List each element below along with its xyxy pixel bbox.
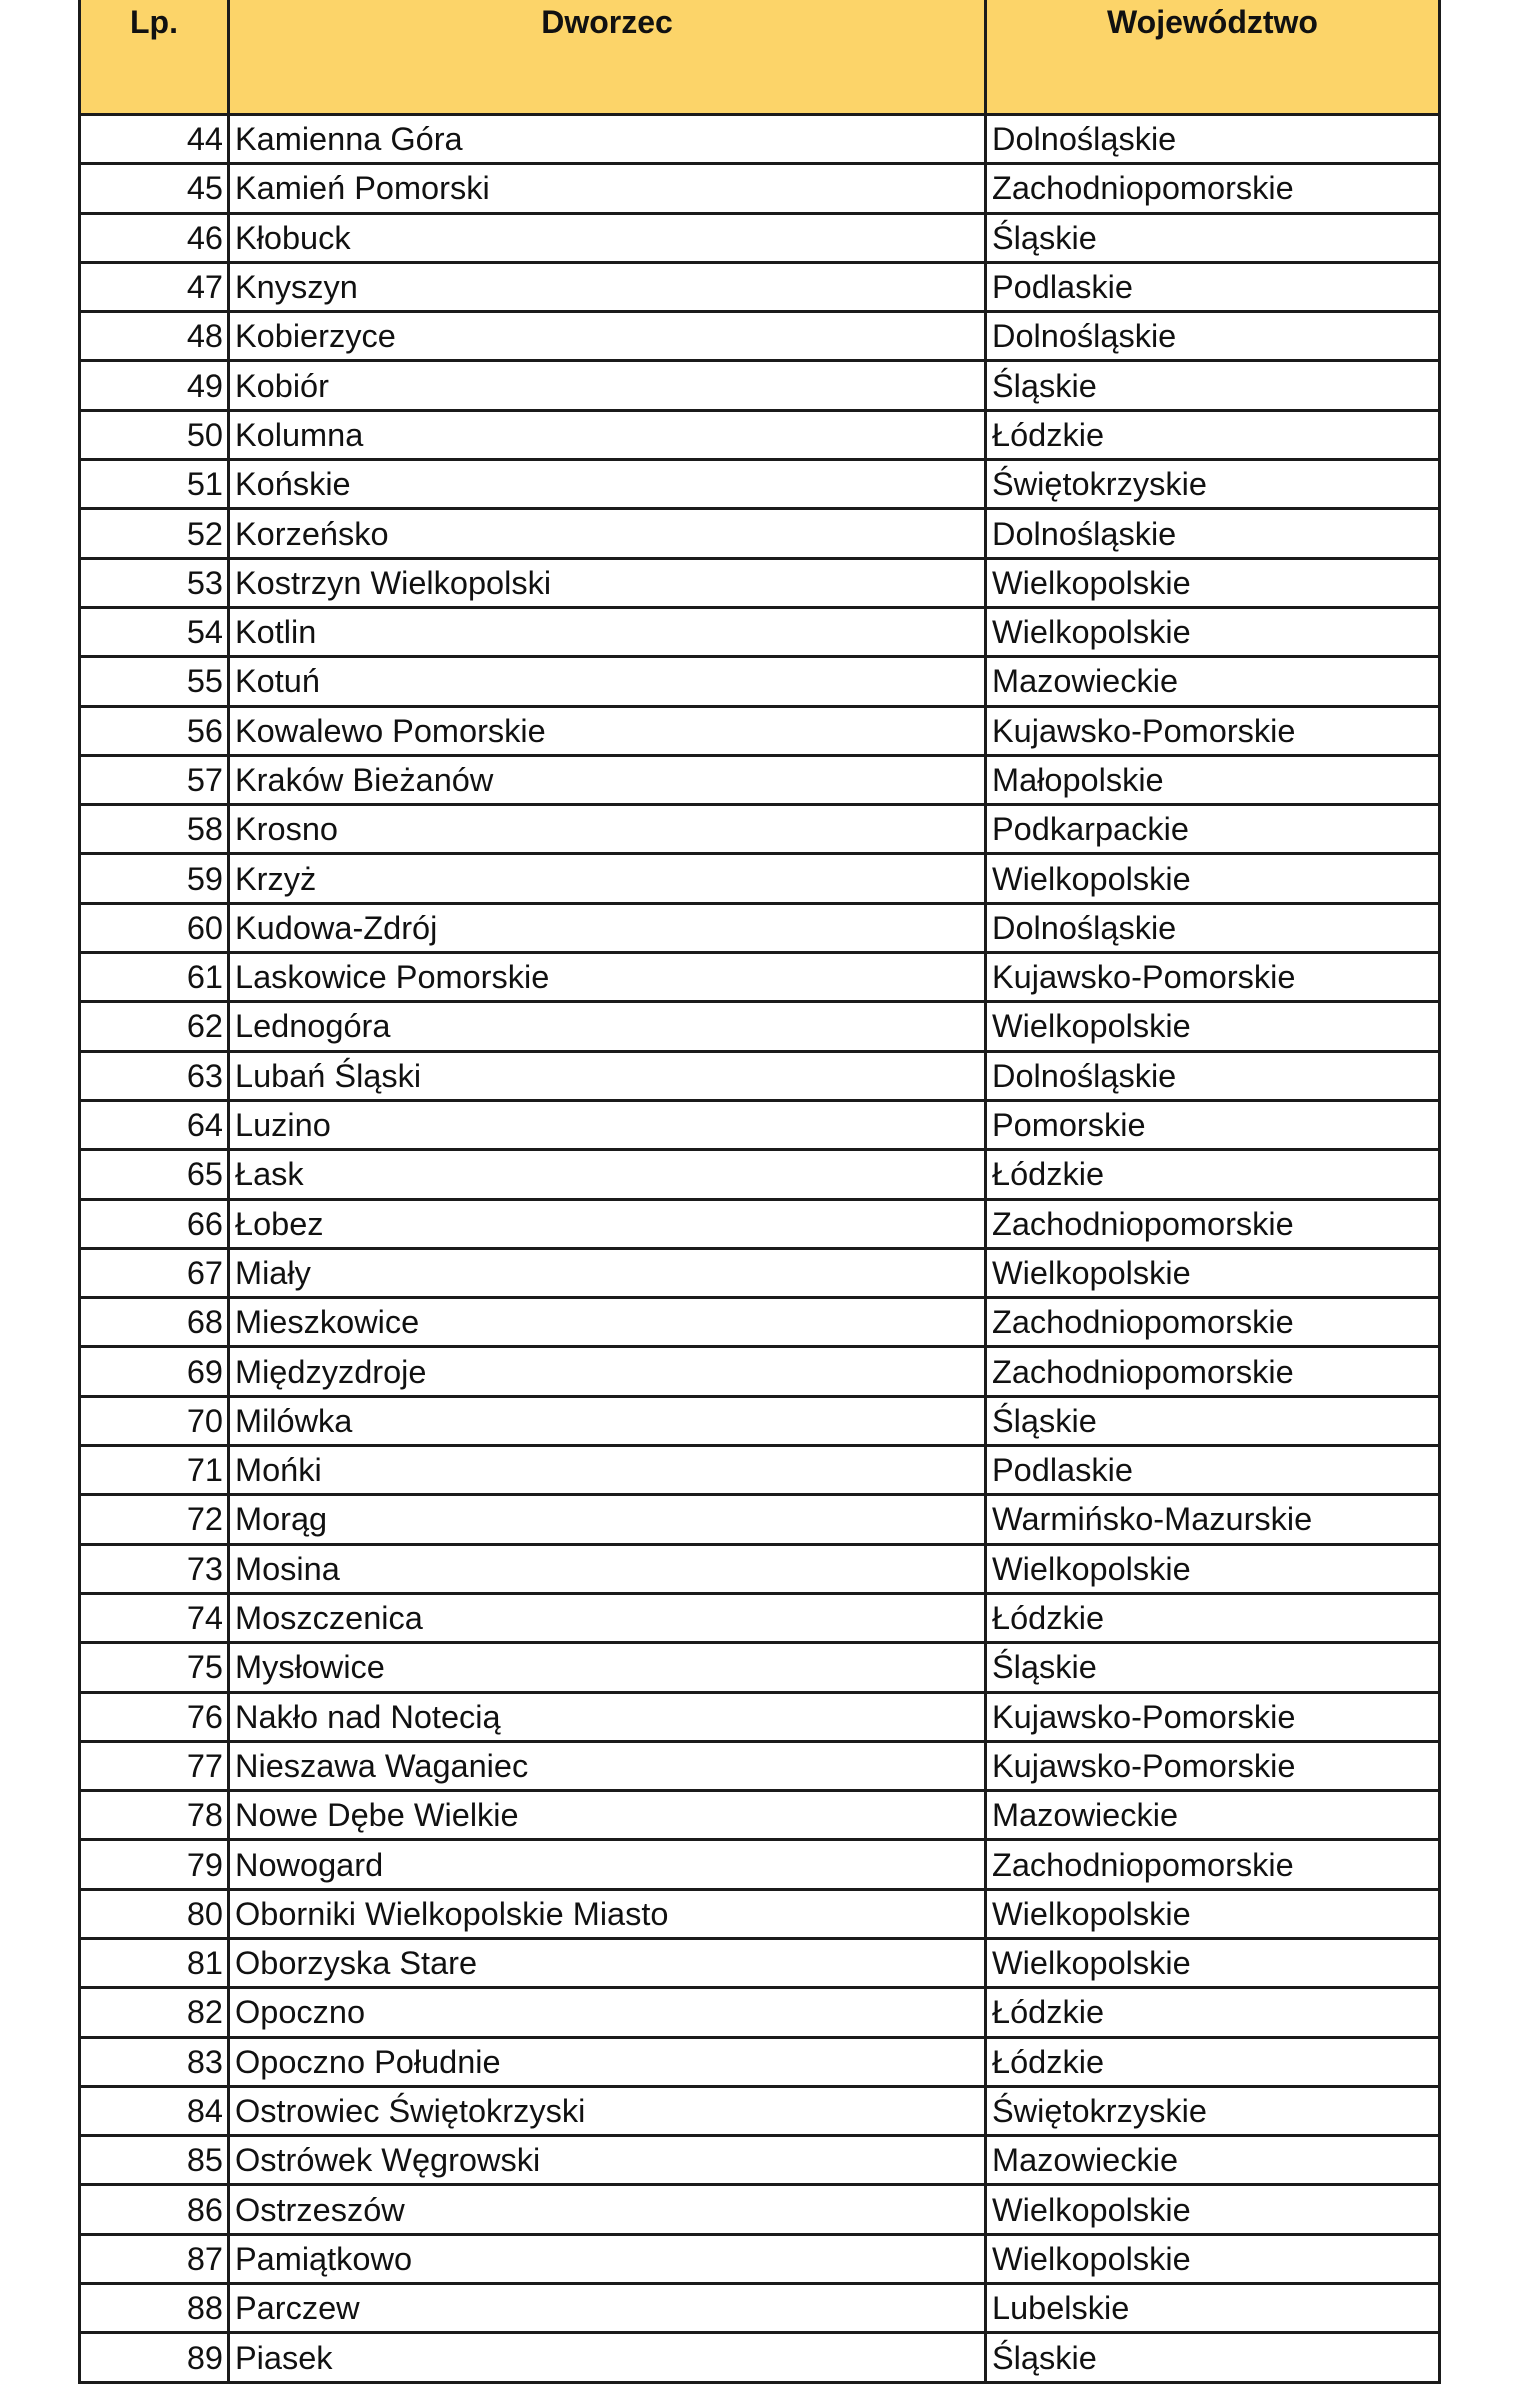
row-number: 82: [80, 1988, 229, 2037]
row-number: 45: [80, 164, 229, 213]
station-name: Milówka: [229, 1396, 986, 1445]
station-name: Mieszkowice: [229, 1298, 986, 1347]
voivodeship: Łódzkie: [986, 410, 1440, 459]
voivodeship: Warmińsko-Mazurskie: [986, 1495, 1440, 1544]
stations-sheet: [78, 0, 1438, 2384]
voivodeship: Mazowieckie: [986, 657, 1440, 706]
table-row: [80, 1347, 1440, 1396]
table-row: [80, 2234, 1440, 2283]
station-name: Krzyż: [229, 854, 986, 903]
station-name: Nieszawa Waganiec: [229, 1741, 986, 1790]
station-name: Kobierzyce: [229, 312, 986, 361]
station-name: Mosina: [229, 1544, 986, 1593]
row-number: 67: [80, 1248, 229, 1297]
voivodeship: Mazowieckie: [986, 2136, 1440, 2185]
station-name: Kamienna Góra: [229, 115, 986, 164]
station-name: Luzino: [229, 1100, 986, 1149]
row-number: 55: [80, 657, 229, 706]
voivodeship: Świętokrzyskie: [986, 460, 1440, 509]
voivodeship: Dolnośląskie: [986, 1051, 1440, 1100]
row-number: 56: [80, 706, 229, 755]
station-name: Pamiątkowo: [229, 2234, 986, 2283]
row-number: 69: [80, 1347, 229, 1396]
table-row: [80, 1544, 1440, 1593]
voivodeship: Zachodniopomorskie: [986, 1199, 1440, 1248]
row-number: 63: [80, 1051, 229, 1100]
table-row: [80, 1396, 1440, 1445]
station-name: Oborniki Wielkopolskie Miasto: [229, 1889, 986, 1938]
voivodeship: Podkarpackie: [986, 805, 1440, 854]
voivodeship: Kujawsko-Pomorskie: [986, 1692, 1440, 1741]
voivodeship: Wielkopolskie: [986, 1938, 1440, 1987]
voivodeship: Dolnośląskie: [986, 115, 1440, 164]
station-name: Nowogard: [229, 1840, 986, 1889]
table-row: [80, 1840, 1440, 1889]
voivodeship: Świętokrzyskie: [986, 2086, 1440, 2135]
table-row: [80, 558, 1440, 607]
voivodeship: Zachodniopomorskie: [986, 1298, 1440, 1347]
header-wojewodztwo: Województwo: [986, 0, 1440, 115]
row-number: 61: [80, 953, 229, 1002]
voivodeship: Pomorskie: [986, 1100, 1440, 1149]
row-number: 79: [80, 1840, 229, 1889]
voivodeship: Zachodniopomorskie: [986, 164, 1440, 213]
voivodeship: Śląskie: [986, 1643, 1440, 1692]
row-number: 54: [80, 607, 229, 656]
row-number: 75: [80, 1643, 229, 1692]
table-row: [80, 2037, 1440, 2086]
voivodeship: Wielkopolskie: [986, 854, 1440, 903]
table-body: [80, 115, 1440, 2383]
row-number: 44: [80, 115, 229, 164]
table-row: [80, 755, 1440, 804]
row-number: 70: [80, 1396, 229, 1445]
voivodeship: Wielkopolskie: [986, 1002, 1440, 1051]
voivodeship: Podlaskie: [986, 1446, 1440, 1495]
station-name: Miały: [229, 1248, 986, 1297]
station-name: Ostrowiec Świętokrzyski: [229, 2086, 986, 2135]
row-number: 85: [80, 2136, 229, 2185]
voivodeship: Śląskie: [986, 213, 1440, 262]
table-row: [80, 1692, 1440, 1741]
station-name: Knyszyn: [229, 262, 986, 311]
station-name: Korzeńsko: [229, 509, 986, 558]
row-number: 71: [80, 1446, 229, 1495]
voivodeship: Zachodniopomorskie: [986, 1840, 1440, 1889]
voivodeship: Wielkopolskie: [986, 1248, 1440, 1297]
table-row: [80, 2086, 1440, 2135]
voivodeship: Łódzkie: [986, 2037, 1440, 2086]
station-name: Ostrzeszów: [229, 2185, 986, 2234]
row-number: 80: [80, 1889, 229, 1938]
row-number: 73: [80, 1544, 229, 1593]
table-header: [80, 0, 1440, 115]
station-name: Krosno: [229, 805, 986, 854]
row-number: 78: [80, 1791, 229, 1840]
voivodeship: Wielkopolskie: [986, 558, 1440, 607]
stations-table: [78, 0, 1441, 2384]
voivodeship: Wielkopolskie: [986, 1544, 1440, 1593]
row-number: 48: [80, 312, 229, 361]
row-number: 51: [80, 460, 229, 509]
station-name: Nakło nad Notecią: [229, 1692, 986, 1741]
station-name: Morąg: [229, 1495, 986, 1544]
table-row: [80, 1446, 1440, 1495]
voivodeship: Wielkopolskie: [986, 2185, 1440, 2234]
table-row: [80, 213, 1440, 262]
table-row: [80, 2185, 1440, 2234]
row-number: 77: [80, 1741, 229, 1790]
row-number: 86: [80, 2185, 229, 2234]
station-name: Kotlin: [229, 607, 986, 656]
table-row: [80, 1298, 1440, 1347]
station-name: Opoczno: [229, 1988, 986, 2037]
voivodeship: Śląskie: [986, 2333, 1440, 2382]
table-row: [80, 312, 1440, 361]
station-name: Oborzyska Stare: [229, 1938, 986, 1987]
row-number: 87: [80, 2234, 229, 2283]
row-number: 66: [80, 1199, 229, 1248]
table-row: [80, 805, 1440, 854]
voivodeship: Łódzkie: [986, 1150, 1440, 1199]
station-name: Łask: [229, 1150, 986, 1199]
station-name: Moszczenica: [229, 1593, 986, 1642]
table-row: [80, 1248, 1440, 1297]
station-name: Lubań Śląski: [229, 1051, 986, 1100]
row-number: 57: [80, 755, 229, 804]
table-row: [80, 706, 1440, 755]
table-row: [80, 657, 1440, 706]
table-row: [80, 1938, 1440, 1987]
table-row: [80, 607, 1440, 656]
table-row: [80, 361, 1440, 410]
voivodeship: Podlaskie: [986, 262, 1440, 311]
row-number: 84: [80, 2086, 229, 2135]
voivodeship: Dolnośląskie: [986, 509, 1440, 558]
station-name: Końskie: [229, 460, 986, 509]
voivodeship: Lubelskie: [986, 2284, 1440, 2333]
row-number: 83: [80, 2037, 229, 2086]
station-name: Kolumna: [229, 410, 986, 459]
row-number: 49: [80, 361, 229, 410]
table-row: [80, 953, 1440, 1002]
table-row: [80, 1643, 1440, 1692]
table-row: [80, 1150, 1440, 1199]
row-number: 89: [80, 2333, 229, 2382]
voivodeship: Śląskie: [986, 361, 1440, 410]
table-row: [80, 1741, 1440, 1790]
table-row: [80, 460, 1440, 509]
station-name: Kraków Bieżanów: [229, 755, 986, 804]
row-number: 50: [80, 410, 229, 459]
row-number: 52: [80, 509, 229, 558]
row-number: 74: [80, 1593, 229, 1642]
station-name: Ostrówek Węgrowski: [229, 2136, 986, 2185]
table-row: [80, 262, 1440, 311]
station-name: Lednogóra: [229, 1002, 986, 1051]
station-name: Opoczno Południe: [229, 2037, 986, 2086]
row-number: 60: [80, 903, 229, 952]
station-name: Laskowice Pomorskie: [229, 953, 986, 1002]
table-row: [80, 1051, 1440, 1100]
table-row: [80, 1593, 1440, 1642]
table-row: [80, 1199, 1440, 1248]
table-row: [80, 410, 1440, 459]
row-number: 62: [80, 1002, 229, 1051]
station-name: Kamień Pomorski: [229, 164, 986, 213]
station-name: Kotuń: [229, 657, 986, 706]
station-name: Mysłowice: [229, 1643, 986, 1692]
voivodeship: Dolnośląskie: [986, 903, 1440, 952]
station-name: Kobiór: [229, 361, 986, 410]
voivodeship: Kujawsko-Pomorskie: [986, 1741, 1440, 1790]
voivodeship: Łódzkie: [986, 1988, 1440, 2037]
station-name: Kostrzyn Wielkopolski: [229, 558, 986, 607]
row-number: 53: [80, 558, 229, 607]
voivodeship: Mazowieckie: [986, 1791, 1440, 1840]
row-number: 58: [80, 805, 229, 854]
table-row: [80, 164, 1440, 213]
row-number: 59: [80, 854, 229, 903]
station-name: Kudowa-Zdrój: [229, 903, 986, 952]
row-number: 64: [80, 1100, 229, 1149]
voivodeship: Łódzkie: [986, 1593, 1440, 1642]
station-name: Parczew: [229, 2284, 986, 2333]
voivodeship: Kujawsko-Pomorskie: [986, 953, 1440, 1002]
station-name: Kłobuck: [229, 213, 986, 262]
station-name: Mońki: [229, 1446, 986, 1495]
row-number: 72: [80, 1495, 229, 1544]
station-name: Nowe Dębe Wielkie: [229, 1791, 986, 1840]
station-name: Łobez: [229, 1199, 986, 1248]
table-row: [80, 2333, 1440, 2382]
row-number: 65: [80, 1150, 229, 1199]
row-number: 88: [80, 2284, 229, 2333]
row-number: 47: [80, 262, 229, 311]
table-row: [80, 1002, 1440, 1051]
table-row: [80, 1495, 1440, 1544]
voivodeship: Wielkopolskie: [986, 607, 1440, 656]
table-row: [80, 1100, 1440, 1149]
header-lp: Lp.: [80, 0, 229, 115]
table-row: [80, 1889, 1440, 1938]
voivodeship: Małopolskie: [986, 755, 1440, 804]
table-row: [80, 115, 1440, 164]
voivodeship: Dolnośląskie: [986, 312, 1440, 361]
table-row: [80, 509, 1440, 558]
table-row: [80, 2136, 1440, 2185]
voivodeship: Kujawsko-Pomorskie: [986, 706, 1440, 755]
row-number: 81: [80, 1938, 229, 1987]
row-number: 76: [80, 1692, 229, 1741]
voivodeship: Wielkopolskie: [986, 2234, 1440, 2283]
row-number: 68: [80, 1298, 229, 1347]
table-row: [80, 903, 1440, 952]
voivodeship: Śląskie: [986, 1396, 1440, 1445]
row-number: 46: [80, 213, 229, 262]
voivodeship: Wielkopolskie: [986, 1889, 1440, 1938]
table-row: [80, 2284, 1440, 2333]
voivodeship: Zachodniopomorskie: [986, 1347, 1440, 1396]
table-row: [80, 1988, 1440, 2037]
table-row: [80, 854, 1440, 903]
station-name: Kowalewo Pomorskie: [229, 706, 986, 755]
header-dworzec: Dworzec: [229, 0, 986, 115]
station-name: Piasek: [229, 2333, 986, 2382]
table-row: [80, 1791, 1440, 1840]
station-name: Międzyzdroje: [229, 1347, 986, 1396]
header-row: [80, 0, 1440, 115]
